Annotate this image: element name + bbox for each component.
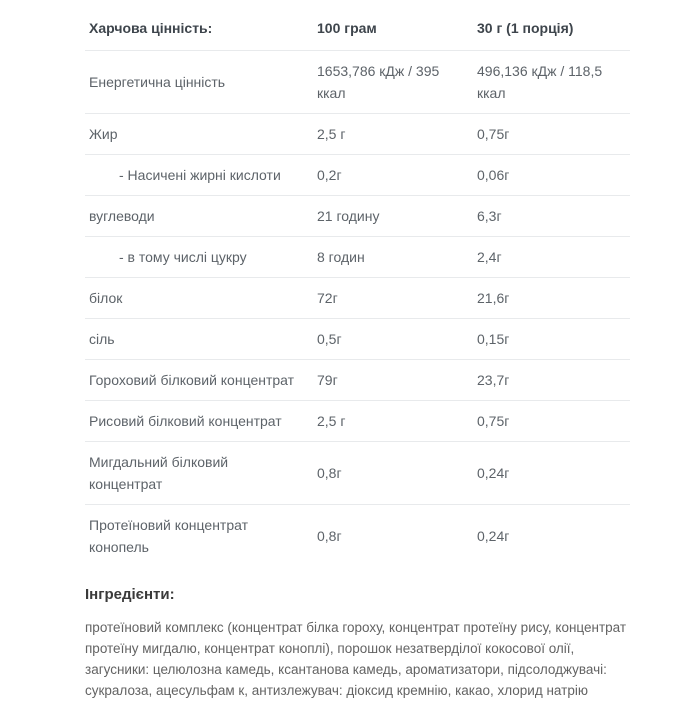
nutrient-label: Протеїновий концентрат конопель <box>89 517 249 555</box>
value-per-serving: 23,7г <box>473 360 630 401</box>
nutrient-label: вуглеводи <box>85 196 313 237</box>
value-per-serving: 6,3г <box>473 196 630 237</box>
nutrient-label: Рисовий білковий концентрат <box>85 401 313 442</box>
table-header-row <box>85 6 630 51</box>
nutrition-table-row <box>85 505 630 568</box>
nutrition-table-row <box>85 442 630 505</box>
nutrition-table-row <box>85 155 630 196</box>
nutrient-label: Гороховий білковий концентрат <box>85 360 313 401</box>
column-header-per-serving: 30 г (1 порція) <box>473 6 630 51</box>
value-per-100g: 1653,786 кДж / 395 ккал <box>313 51 473 114</box>
nutrition-table-row <box>85 51 630 114</box>
nutrition-rows <box>85 51 630 568</box>
value-per-100g: 0,8г <box>313 442 473 505</box>
nutrient-label: білок <box>85 278 313 319</box>
value-per-100g: 21 годину <box>313 196 473 237</box>
column-header-per-100g: 100 грам <box>313 6 473 51</box>
value-per-serving: 0,06г <box>473 155 630 196</box>
value-per-100g: 0,2г <box>313 155 473 196</box>
product-nutrition-page <box>85 6 633 701</box>
nutrient-label: Енергетична цінність <box>85 51 313 114</box>
value-per-100g: 8 годин <box>313 237 473 278</box>
value-per-serving: 21,6г <box>473 278 630 319</box>
column-header-nutrition: Харчова цінність: <box>85 6 313 51</box>
nutrition-table-row <box>85 196 630 237</box>
nutrition-table-row <box>85 237 630 278</box>
ingredients-text: протеїновий комплекс (концентрат білка гороху, концентрат протеїну рису, концентрат протеїну мигдалю, концентрат коноплі), порошок незатверділої кокосової олії, загусники: целюлозна камедь, ксантанова камедь, ароматизатори, підсолоджувачі: сукралоза, ацесульфам к, антизлежувач: діоксид кремнію, какао, хлорид натрію <box>85 620 627 698</box>
nutrition-table-row <box>85 319 630 360</box>
value-per-100g: 72г <box>313 278 473 319</box>
nutrient-label: - Насичені жирні кислоти <box>85 155 313 196</box>
nutrient-label: Мигдальний білковий концентрат <box>85 442 313 505</box>
value-per-serving: 0,75г <box>473 114 630 155</box>
nutrition-table <box>85 6 630 567</box>
ingredients-heading: Інгредієнти: <box>85 586 175 603</box>
ingredients-section <box>85 585 633 701</box>
nutrient-label: Жир <box>85 114 313 155</box>
value-per-serving: 2,4г <box>473 237 630 278</box>
value-per-serving: 0,24г <box>477 528 510 544</box>
value-per-serving: 496,136 кДж / 118,5 ккал <box>473 51 630 114</box>
nutrition-table-row <box>85 278 630 319</box>
value-per-100g: 0,5г <box>313 319 473 360</box>
nutrition-table-row <box>85 360 630 401</box>
value-per-serving: 0,24г <box>473 442 630 505</box>
value-per-100g: 2,5 г <box>313 401 473 442</box>
value-per-100g: 2,5 г <box>313 114 473 155</box>
value-per-100g: 79г <box>313 360 473 401</box>
nutrition-table-row <box>85 401 630 442</box>
nutrition-table-row <box>85 114 630 155</box>
value-per-100g: 0,8г <box>317 528 342 544</box>
value-per-serving: 0,75г <box>473 401 630 442</box>
nutrient-label: - в тому числі цукру <box>85 237 313 278</box>
nutrient-label: сіль <box>85 319 313 360</box>
value-per-serving: 0,15г <box>473 319 630 360</box>
